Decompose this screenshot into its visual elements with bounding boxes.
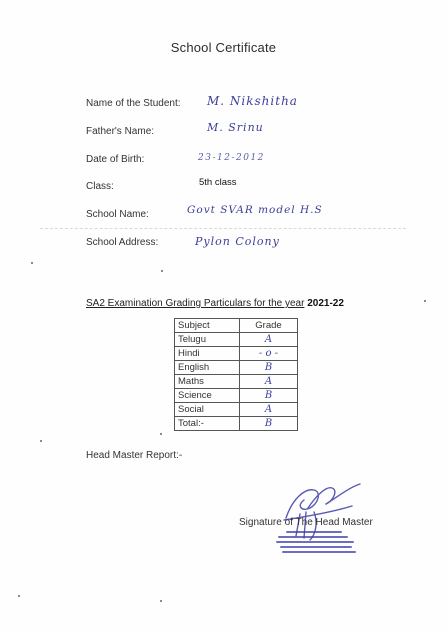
dob-value: 23-12-2012	[198, 153, 265, 163]
grading-heading-text: SA2 Examination Grading Particulars for the year	[86, 298, 305, 309]
grading-year: 2021-22	[307, 298, 344, 309]
dob-label: Date of Birth:	[86, 154, 145, 165]
school-address-label: School Address:	[86, 237, 159, 248]
grade-cell: B	[240, 417, 298, 431]
signature-label: Signature of The Head Master	[239, 517, 373, 528]
class-value: 5th class	[199, 177, 237, 188]
table-row	[175, 375, 298, 389]
table-row	[175, 347, 298, 361]
table-row	[175, 417, 298, 431]
grade-cell: A	[240, 375, 298, 389]
subject-cell: Social	[175, 403, 240, 417]
father-name-value: M. Srinu	[207, 121, 264, 134]
scan-speck	[40, 440, 42, 442]
grading-heading	[86, 298, 344, 309]
class-label: Class:	[86, 181, 114, 192]
school-address-value: Pylon Colony	[195, 235, 280, 248]
dashed-divider	[40, 228, 406, 229]
school-name-value: Govt SVAR model H.S	[187, 204, 323, 216]
scan-speck	[160, 433, 162, 435]
subject-cell: English	[175, 361, 240, 375]
grade-cell: A	[240, 333, 298, 347]
grade-column-header: Grade	[240, 319, 298, 333]
scan-speck	[160, 600, 162, 602]
scan-speck	[424, 300, 426, 302]
grade-cell: A	[240, 403, 298, 417]
scan-speck	[31, 262, 33, 264]
table-row	[175, 333, 298, 347]
subject-cell: Maths	[175, 375, 240, 389]
student-name-value: M. Nikshitha	[207, 94, 298, 108]
scan-speck	[161, 270, 163, 272]
school-name-label: School Name:	[86, 209, 149, 220]
table-row	[175, 403, 298, 417]
subject-cell: Hindi	[175, 347, 240, 361]
grade-cell: B	[240, 389, 298, 403]
subject-cell: Telugu	[175, 333, 240, 347]
grade-cell: - o -	[240, 347, 298, 361]
subject-cell: Science	[175, 389, 240, 403]
certificate-title: School Certificate	[170, 40, 277, 55]
subject-cell: Total:-	[175, 417, 240, 431]
table-row	[175, 389, 298, 403]
head-master-report-label: Head Master Report:-	[86, 450, 183, 461]
table-header-row	[175, 319, 298, 333]
student-name-label: Name of the Student:	[86, 98, 181, 109]
father-name-label: Father's Name:	[86, 126, 155, 137]
grades-table	[174, 318, 298, 431]
grade-cell: B	[240, 361, 298, 375]
table-row	[175, 361, 298, 375]
subject-column-header: Subject	[175, 319, 240, 333]
scan-speck	[18, 595, 20, 597]
